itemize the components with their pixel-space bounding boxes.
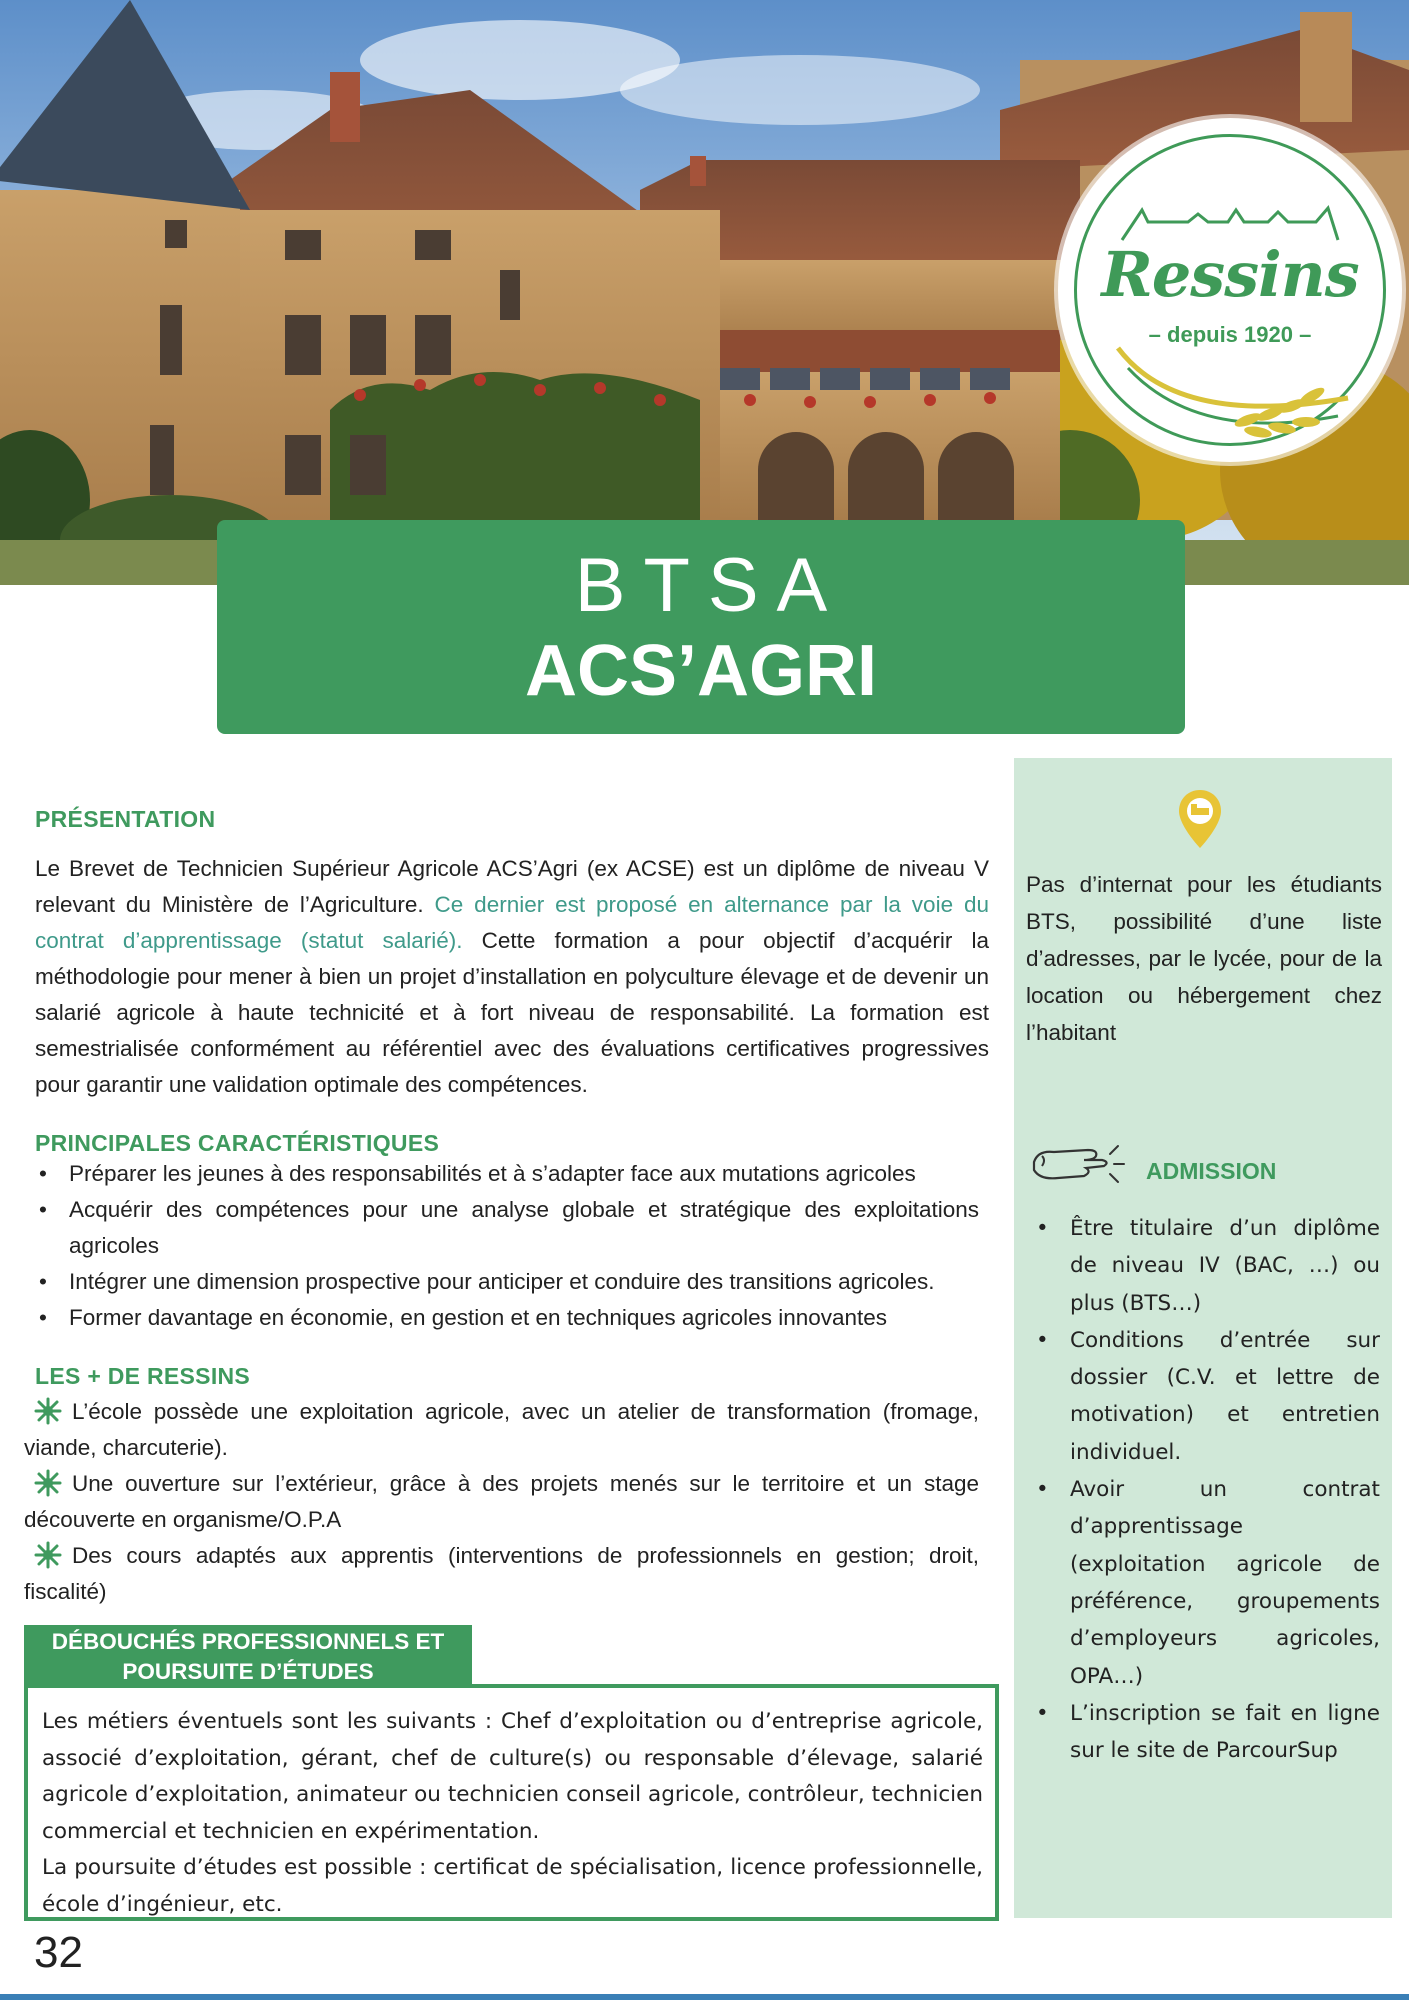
list-item: • Former davantage en économie, en gestion et en techniques agricoles innovantes (35, 1300, 979, 1336)
housing-info-text: Pas d’internat pour les étudiants BTS, possibilité d’une liste d’adresses, par le lycée, pour de la location ou hébergement chez l’habitant (1026, 872, 1382, 1045)
plus-item-text: Une ouverture sur l’extérieur, grâce à des projets menés sur le territoire et un stage découverte en organisme/O.P.A (24, 1471, 979, 1532)
list-item: • Préparer les jeunes à des responsabilités et à s’adapter face aux mutations agricoles (35, 1156, 979, 1192)
presentation-heading: PRÉSENTATION (35, 806, 216, 832)
logo-since-text: – depuis 1920 – (1148, 322, 1312, 347)
hero-photo (0, 0, 1409, 585)
pointing-hand-icon (1028, 1136, 1128, 1192)
list-item: • Avoir un contrat d’apprentissage (exploitation agricole de préférence, groupements d’employeurs agricoles, OPA…) (1034, 1471, 1380, 1695)
list-item: • Acquérir des compétences pour une analyse globale et stratégique des exploitations agricoles (35, 1192, 979, 1264)
presentation-text (35, 851, 989, 1103)
plus-item-text: Des cours adaptés aux apprentis (interventions de professionnels en gestion; droit, fiscalité) (24, 1543, 979, 1604)
ressins-logo (1058, 118, 1402, 462)
plus-item-text: L’école possède une exploitation agricole, avec un atelier de transformation (fromage, viande, charcuterie). (24, 1399, 979, 1460)
debouches-poursuite-text: La poursuite d’études est possible : certificat de spécialisation, licence professionnelle, école d’ingénieur, etc. (42, 1855, 983, 1917)
page-number: 32 (34, 1928, 83, 1977)
debouches-box (24, 1684, 999, 1921)
plus-item (24, 1394, 979, 1466)
list-item: • Conditions d’entrée sur dossier (C.V. et lettre de motivation) et entretien individuel. (1034, 1322, 1380, 1471)
list-item: • Être titulaire d’un diplôme de niveau IV (BAC, …) ou plus (BTS…) (1034, 1210, 1380, 1322)
debouches-metiers-text: Les métiers éventuels sont les suivants : Chef d’exploitation ou d’entreprise agricole, associé d’exploitation, gérant, chef de culture(s) ou responsable d’élevage, salarié agricole d’exploitation, animateur ou technicien conseil agricole, contrôleur, technicien commercial et technicien en expérimentation. (42, 1709, 983, 1844)
caracteristiques-list (35, 1156, 979, 1336)
debouches-heading-tab (24, 1625, 472, 1685)
admission-heading: ADMISSION (1146, 1158, 1277, 1184)
plus-item (24, 1538, 979, 1610)
flower-bullet-icon (34, 1397, 62, 1425)
admission-list (1034, 1210, 1380, 1769)
title-line-btsa: BTSA (574, 543, 846, 628)
title-banner (217, 520, 1185, 734)
plus-item (24, 1466, 979, 1538)
presentation-text-start: Le Brevet de Technicien Supérieur Agricole ACS’Agri (ex ACSE) est un diplôme de niveau V relevant du Ministère de l’Agriculture. (35, 856, 989, 917)
presentation-text-end: Cette formation a pour objectif d’acquérir la méthodologie pour mener à bien un projet d’installation en polyculture élevage et de devenir un salarié agricole à haute technicité et à fort niveau de responsabilité. La formation est semestrialisée conformément au référentiel avec des évaluations certificatives progressives pour garantir une validation optimale des compétences. (35, 928, 990, 1097)
location-pin-icon (1176, 788, 1224, 850)
logo-brand-text: Ressins (1101, 238, 1359, 311)
debouches-heading-line1: DÉBOUCHÉS PROFESSIONNELS ET (51, 1629, 445, 1654)
plus-heading: LES + DE RESSINS (35, 1363, 251, 1389)
caracteristiques-heading: PRINCIPALES CARACTÉRISTIQUES (35, 1130, 440, 1156)
bottom-border (0, 1994, 1409, 2000)
list-item: • Intégrer une dimension prospective pour anticiper et conduire des transitions agricoles. (35, 1264, 979, 1300)
list-item: • L’inscription se fait en ligne sur le site de ParcourSup (1034, 1695, 1380, 1770)
flower-bullet-icon (34, 1469, 62, 1497)
title-line-acsagri: ACS’AGRI (524, 631, 878, 711)
presentation-text-accent: Ce dernier est proposé en alternance par la voie du contrat d’apprentissage (statut salarié). (35, 892, 989, 953)
wheat-icon (1098, 338, 1368, 448)
info-sidebar (1014, 758, 1392, 1918)
flower-bullet-icon (34, 1541, 62, 1569)
debouches-heading-line2: POURSUITE D’ÉTUDES (122, 1659, 374, 1684)
